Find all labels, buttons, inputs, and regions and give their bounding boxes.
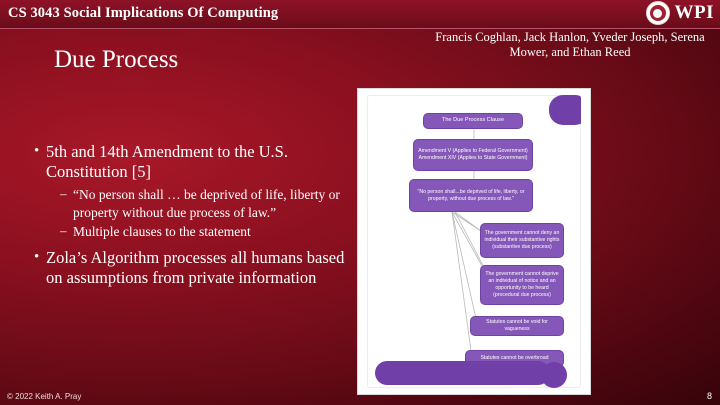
decoration-bar-top bbox=[549, 95, 581, 125]
diagram-node: Statutes cannot be overbroad bbox=[465, 350, 564, 367]
wpi-wordmark: WPI bbox=[674, 2, 714, 23]
bullet-marker: – bbox=[60, 186, 67, 202]
course-title: CS 3043 Social Implications Of Computing bbox=[8, 5, 279, 21]
bullet-text: Multiple clauses to the statement bbox=[73, 223, 251, 239]
diagram-image bbox=[357, 88, 591, 395]
list-item bbox=[60, 223, 354, 240]
diagram-node: Statutes cannot be void for vagueness bbox=[470, 316, 564, 336]
copyright-text: © 2022 Keith A. Pray bbox=[7, 392, 82, 401]
page-title: Due Process bbox=[54, 46, 179, 73]
diagram-node: "No person shall...be deprived of life, liberty, or property, without due process of law." bbox=[409, 179, 533, 212]
bullet-marker: • bbox=[34, 249, 40, 266]
bullet-text: “No person shall … be deprived of life, liberty or property without due process of law.” bbox=[73, 187, 340, 220]
diagram-node: The government cannot deny an individual their substantive rights (substantive due process) bbox=[480, 223, 564, 258]
diagram-canvas bbox=[367, 95, 581, 388]
list-item bbox=[60, 186, 354, 221]
decoration-circle bbox=[541, 362, 567, 388]
author-list: Francis Coghlan, Jack Hanlon, Yveder Joseph, Serena Mower, and Ethan Reed bbox=[435, 30, 705, 59]
wpi-seal-icon bbox=[646, 1, 670, 25]
slide-header-bar bbox=[0, 0, 720, 29]
bullet-marker: • bbox=[34, 143, 40, 159]
decoration-bar-bottom bbox=[375, 361, 550, 385]
diagram-node: Amendment V (Applies to Federal Government) Amendment XIV (Applies to State Government) bbox=[413, 139, 533, 171]
bullet-marker: – bbox=[60, 222, 67, 238]
bullet-text: Zola’s Algorithm processes all humans based on assumptions from private information bbox=[46, 248, 345, 288]
page-number: 8 bbox=[706, 391, 712, 401]
wpi-logo bbox=[646, 1, 715, 25]
bullet-text: 5th and 14th Amendment to the U.S. Constitution [5] bbox=[46, 142, 288, 182]
bullet-list bbox=[34, 142, 354, 292]
list-item bbox=[34, 248, 354, 288]
list-item bbox=[34, 142, 354, 182]
diagram-node: The government cannot deprive an individual of notice and an opportunity to be heard (procedural due process) bbox=[480, 265, 564, 305]
diagram-node: The Due Process Clause bbox=[423, 113, 523, 129]
